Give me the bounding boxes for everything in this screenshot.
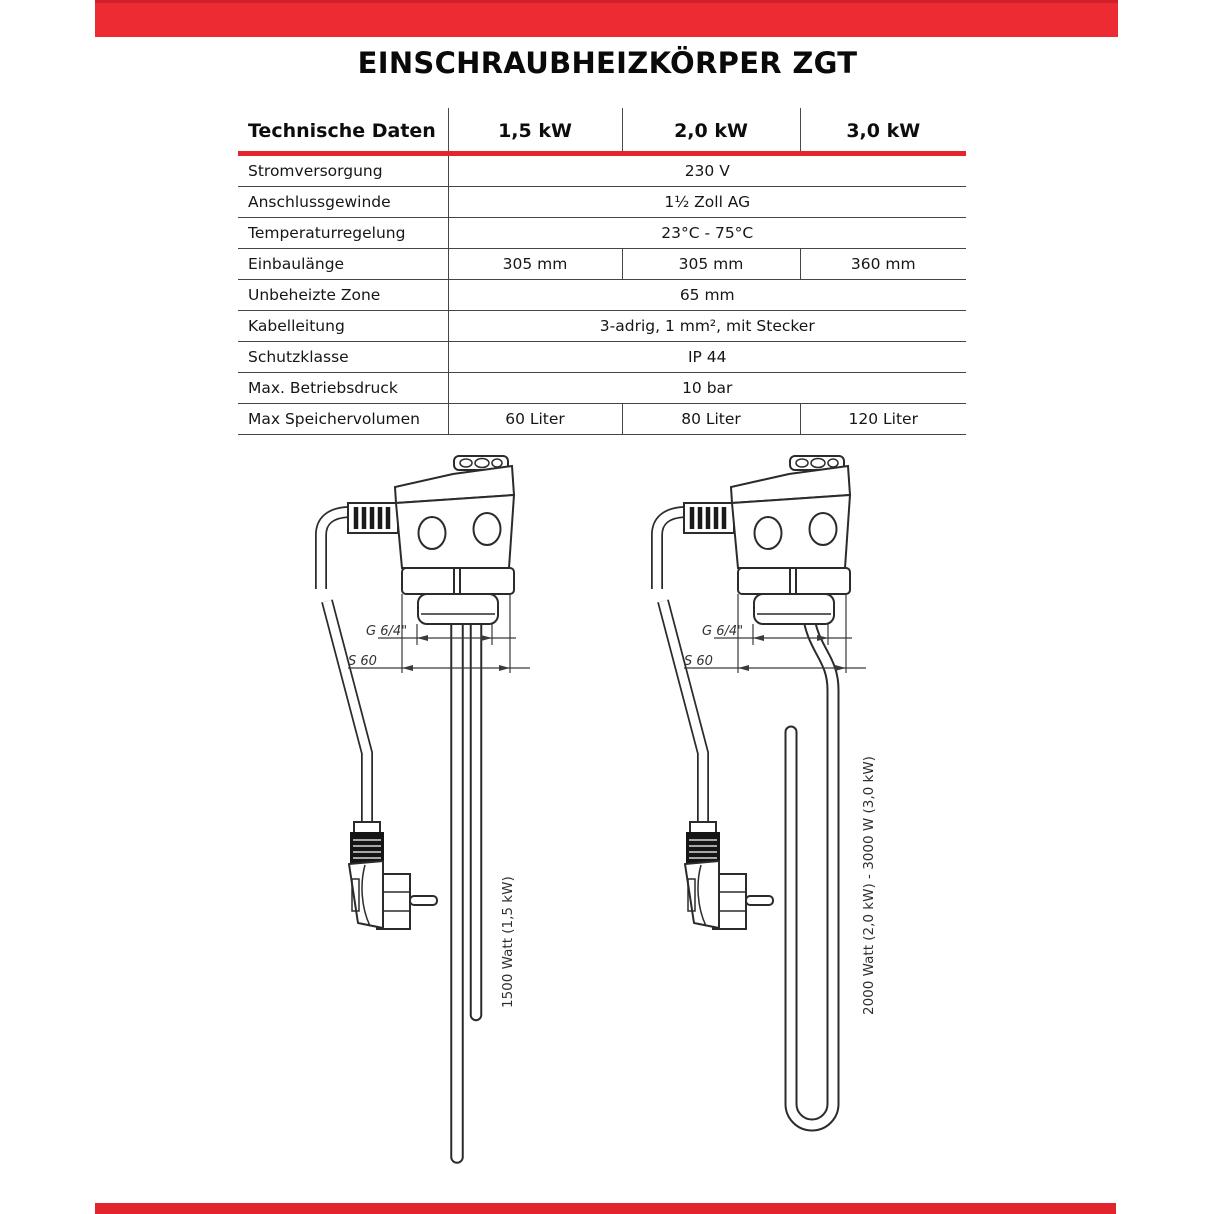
row-value-span: 3-adrig, 1 mm², mit Stecker <box>448 311 966 342</box>
row-value: 305 mm <box>622 249 800 280</box>
wrench-dimension-label: S 60 <box>684 654 713 669</box>
bottom-red-bar <box>95 1203 1116 1214</box>
top-red-bar <box>95 0 1118 37</box>
table-header-col-2: 2,0 kW <box>622 108 800 154</box>
heating-tube-straight <box>457 600 476 1157</box>
table-row <box>238 404 966 435</box>
wrench-dimension-label: S 60 <box>348 654 377 669</box>
row-label: Unbeheizte Zone <box>238 280 448 311</box>
table-row <box>238 187 966 218</box>
heating-element-diagram-2-3kw <box>640 455 900 1200</box>
row-label: Stromversorgung <box>238 154 448 187</box>
row-value-span: 1½ Zoll AG <box>448 187 966 218</box>
page-title: EINSCHRAUBHEIZKÖRPER ZGT <box>357 46 858 80</box>
row-value: 80 Liter <box>622 404 800 435</box>
row-value-span: IP 44 <box>448 342 966 373</box>
row-value-span: 65 mm <box>448 280 966 311</box>
row-value-span: 10 bar <box>448 373 966 404</box>
table-row <box>238 373 966 404</box>
row-value: 360 mm <box>800 249 966 280</box>
table-row <box>238 280 966 311</box>
row-label: Max Speichervolumen <box>238 404 448 435</box>
row-label: Einbaulänge <box>238 249 448 280</box>
row-value: 120 Liter <box>800 404 966 435</box>
row-value: 60 Liter <box>448 404 622 435</box>
table-row <box>238 218 966 249</box>
table-row <box>238 311 966 342</box>
power-rating-label: 2000 Watt (2,0 kW) - 3000 W (3,0 kW) <box>861 756 877 1015</box>
table-row <box>238 342 966 373</box>
table-row <box>238 249 966 280</box>
table-row <box>238 154 966 187</box>
table-header-label: Technische Daten <box>238 108 448 154</box>
row-label: Max. Betriebsdruck <box>238 373 448 404</box>
row-value-span: 230 V <box>448 154 966 187</box>
power-rating-label: 1500 Watt (1,5 kW) <box>500 876 516 1008</box>
thread-dimension-label: G 6/4" <box>702 624 744 639</box>
heating-element-diagram-1-5kw <box>290 455 550 1200</box>
technical-data-table <box>238 108 966 435</box>
table-header-col-3: 3,0 kW <box>800 108 966 154</box>
row-value-span: 23°C - 75°C <box>448 218 966 249</box>
row-label: Temperaturregelung <box>238 218 448 249</box>
table-header-row <box>238 108 966 154</box>
table-header-col-1: 1,5 kW <box>448 108 622 154</box>
thread-dimension-label: G 6/4" <box>366 624 408 639</box>
row-label: Kabelleitung <box>238 311 448 342</box>
row-value: 305 mm <box>448 249 622 280</box>
heating-tube-loop <box>791 601 833 1125</box>
row-label: Schutzklasse <box>238 342 448 373</box>
row-label: Anschlussgewinde <box>238 187 448 218</box>
